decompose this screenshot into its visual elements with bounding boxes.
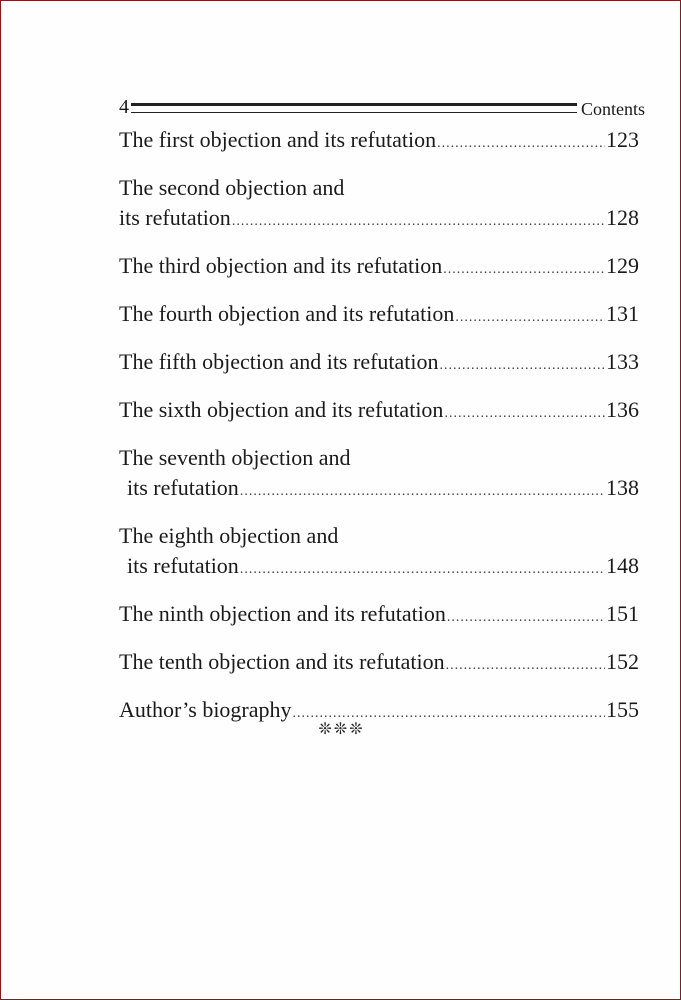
section-end-ornament: ❊❊❊ [318, 721, 365, 738]
toc-entry [119, 599, 639, 633]
toc-entry-title-continued: its refutation [119, 205, 231, 230]
toc-entry [119, 521, 639, 585]
toc-entry-page: 129 [606, 253, 639, 278]
toc-entry-page: 152 [606, 649, 639, 674]
toc-entry-title: The ninth objection and its refutation [119, 601, 446, 626]
toc-entry-title: The sixth objection and its refutation [119, 397, 444, 422]
toc-entry-page: 148 [606, 553, 639, 578]
section-title: Contents [580, 99, 645, 119]
toc-entry-page: 155 [606, 697, 639, 722]
toc-entry [119, 647, 639, 681]
toc-entry-title-continued: its refutation [127, 475, 239, 500]
toc-entry-title: The seventh objection and [119, 445, 351, 470]
toc-entry-title: The fifth objection and its refutation [119, 349, 439, 374]
toc-leader-dots [240, 477, 605, 507]
toc-entry [119, 443, 639, 507]
toc-entry-title: The third objection and its refutation [119, 253, 443, 278]
toc-entry-title: The tenth objection and its refutation [119, 649, 445, 674]
toc-entry-title: Author’s biography [119, 697, 292, 722]
toc-entry-title-continued: its refutation [127, 553, 239, 578]
toc-leader-dots [440, 351, 605, 381]
toc-entry-title: The second objection and [119, 175, 345, 200]
toc-leader-dots [455, 303, 605, 333]
toc-entry [119, 125, 639, 159]
toc-leader-dots [447, 603, 605, 633]
toc-entry [119, 251, 639, 285]
toc-entry [119, 173, 639, 237]
toc-entry-page: 138 [606, 475, 639, 500]
toc-leader-dots [240, 555, 605, 585]
page-number: 4 [119, 96, 129, 118]
toc-leader-dots [232, 207, 605, 237]
table-of-contents [119, 125, 639, 729]
running-header [119, 95, 645, 119]
header-rule [131, 103, 577, 113]
toc-entry-page: 133 [606, 349, 639, 374]
toc-entry-title: The fourth objection and its refutation [119, 301, 455, 326]
toc-leader-dots [446, 651, 605, 681]
toc-entry [119, 395, 639, 429]
toc-entry-page: 151 [606, 601, 639, 626]
toc-entry-page: 131 [606, 301, 639, 326]
toc-entry [119, 299, 639, 333]
toc-leader-dots [437, 129, 605, 159]
toc-entry-title: The first objection and its refutation [119, 127, 437, 152]
toc-entry [119, 347, 639, 381]
toc-entry-title: The eighth objection and [119, 523, 339, 548]
toc-entry-page: 128 [606, 205, 639, 230]
toc-entry-page: 136 [606, 397, 639, 422]
toc-entry-page: 123 [606, 127, 639, 152]
toc-leader-dots [444, 399, 605, 429]
toc-leader-dots [443, 255, 605, 285]
